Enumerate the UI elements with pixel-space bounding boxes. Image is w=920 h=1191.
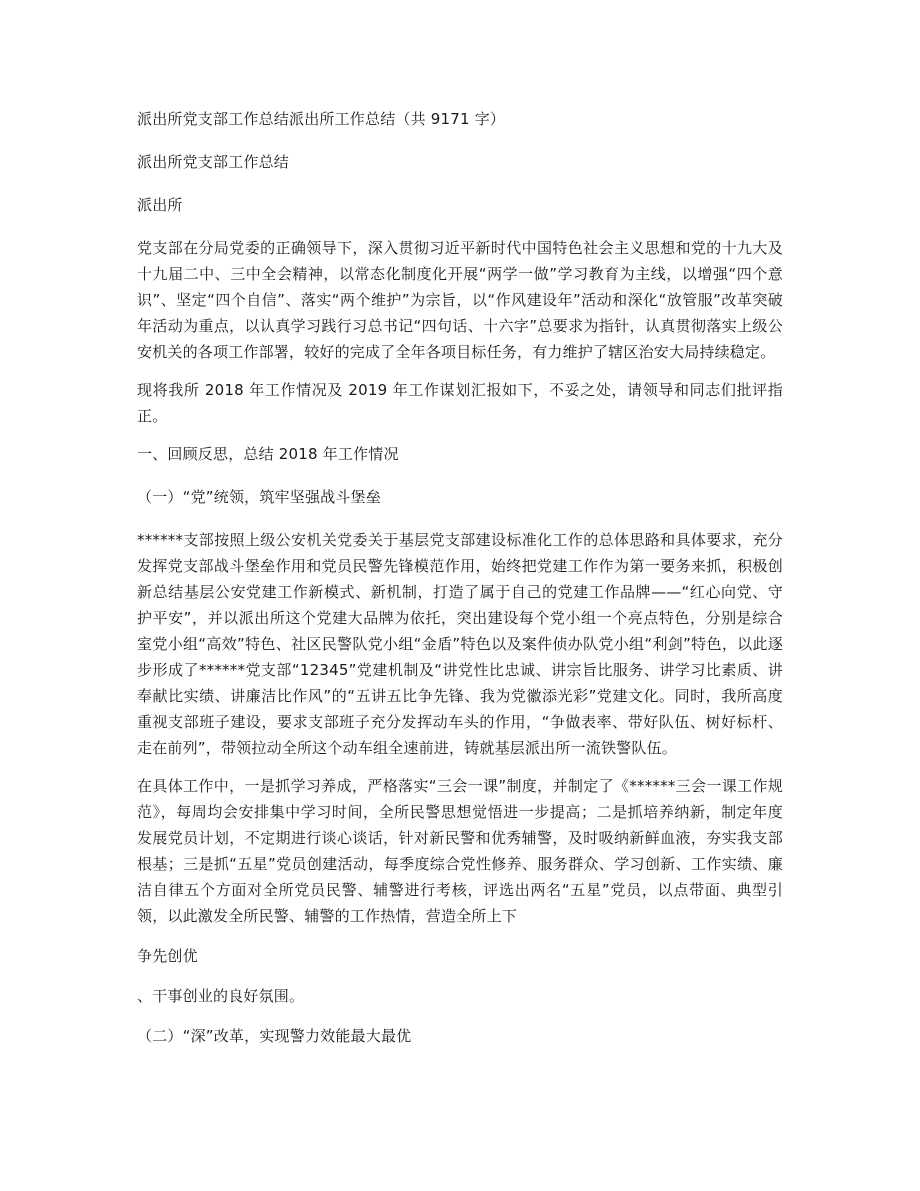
document-subtitle: 派出所党支部工作总结 [137,153,290,171]
body-paragraph-fragment: 、干事创业的良好氛围。 [137,987,305,1005]
body-paragraph: 在具体工作中，一是抓学习养成，严格落实“三会一课”制度，并制定了《******三会一课工作规范》，每周均会安排集中学习时间，全所民警思想觉悟进一步提高；二是抓培养纳新，制定年度发展党员计划，不定期进行谈心谈话，针对新民警和优秀辅警，及时吸纳新鲜血液，夯实我支部根基；三是抓“五星”党员创建活动，每季度综合党性修养、服务群众、学习创新、工作实绩、廉洁自律五个方面对全所党员民警、辅警进行考核，评选出两名“五星”党员，以点带面、典型引领，以此激发全所民警、辅警的工作热情，营造全所上下 [137,777,783,925]
body-paragraph-fragment: 争先创优 [137,947,198,965]
body-paragraph: ******支部按照上级公安机关党委关于基层党支部建设标准化工作的总体思路和具体要求，充分发挥党支部战斗堡垒作用和党员民警先锋模范作用，始终把党建工作作为第一要务来抓，积极创新总结基层公安党建工作新模式、新机制，打造了属于自己的党建工作品牌——“红心向党、守护平安”，并以派出所这个党建大品牌为依托，突出建设每个党小组一个亮点特色，分别是综合室党小组“高效”特色、社区民警队党小组“金盾”特色以及案件侦办队党小组“利剑”特色，以此逐步形成了******党支部“12345”党建机制及“讲党性比忠诚、讲宗旨比服务、讲学习比素质、讲奉献比实绩、讲廉洁比作风”的“五讲五比争先锋、我为党徽添光彩”党建文化。同时，我所高度重视支部班子建设，要求支部班子充分发挥动车头的作用，“争做表率、带好队伍、树好标杆、走在前列”，带领拉动全所这个动车组全速前进，铸就基层派出所一流铁警队伍。 [137,531,783,757]
subsection-heading: （二）“深”改革，实现警力效能最大最优 [137,1027,412,1045]
intro-paragraph: 党支部在分局党委的正确领导下，深入贯彻习近平新时代中国特色社会主义思想和党的十九大及十九届二中、三中全会精神，以常态化制度化开展“两学一做”学习教育为主线，以增强“四个意识”、坚定“四个自信”、落实“两个维护”为宗旨，以“作风建设年”活动和深化“放管服”改革突破年活动为重点，以认真学习践行习总书记“四句话、十六字”总要求为指针，认真贯彻落实上级公安机关的各项工作部署，较好的完成了全年各项目标任务，有力维护了辖区治安大局持续稳定。 [137,239,783,361]
document-title: 派出所党支部工作总结派出所工作总结（共 9171 字） [137,110,506,128]
document-unit: 派出所 [137,196,183,214]
document-page [137,106,783,1066]
subsection-heading: （一）“党”统领，筑牢坚强战斗堡垒 [137,488,381,506]
section-heading: 一、回顾反思，总结 2018 年工作情况 [137,445,399,463]
report-paragraph: 现将我所 2018 年工作情况及 2019 年工作谋划汇报如下，不妥之处，请领导和同志们批评指正。 [137,381,783,425]
